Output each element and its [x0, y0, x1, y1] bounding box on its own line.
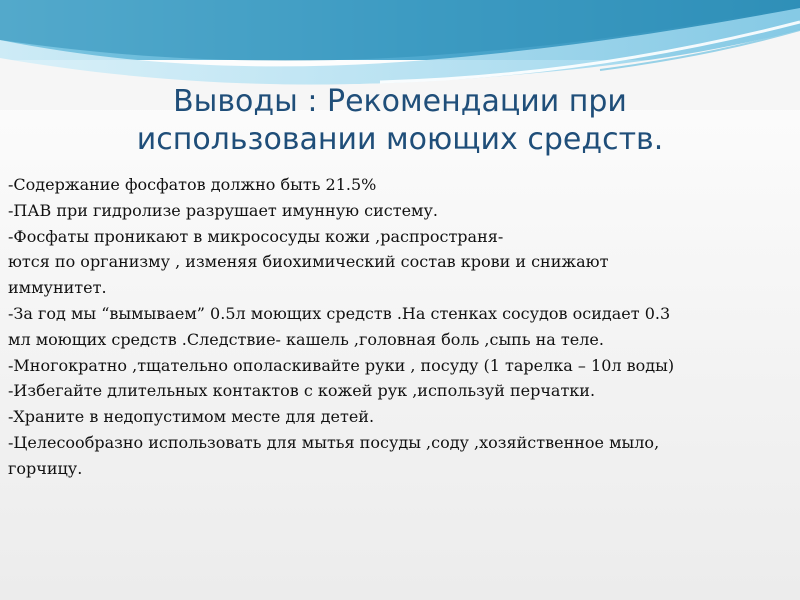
body-line: -Избегайте длительных контактов с кожей рук ,используй перчатки.	[8, 381, 596, 401]
slide-title	[110, 83, 690, 159]
title-line: Выводы : Рекомендации при	[173, 84, 627, 119]
body-line: -За год мы “вымываем” 0.5л моющих средств .На стенках сосудов осидает 0.3	[8, 303, 671, 323]
body-line: -ПАВ при гидролизе разрушает имунную систему.	[8, 200, 438, 220]
body-line: -Многократно ,тщательно ополаскивайте руки , посуду (1 тарелка – 10л воды)	[8, 355, 675, 375]
body-line: -Целесообразно использовать для мытья посуды ,соду ,хозяйственное мыло,	[8, 432, 660, 452]
title-line: использовании моющих средств.	[136, 122, 664, 157]
body-line: -Храните в недопустимом месте для детей.	[8, 407, 375, 427]
body-line: -Содержание фосфатов должно быть 21.5%	[8, 175, 377, 194]
body-line: ются по организму , изменяя биохимический состав крови и снижают	[8, 252, 609, 272]
conclusions-list	[8, 172, 796, 482]
body-line: -Фосфаты проникают в микрососуды кожи ,распространя-	[8, 226, 504, 246]
body-line: иммунитет.	[8, 278, 107, 298]
body-line: горчицу.	[8, 458, 83, 478]
body-line: мл моющих средств .Следствие- кашель ,головная боль ,сыпь на теле.	[8, 329, 604, 349]
